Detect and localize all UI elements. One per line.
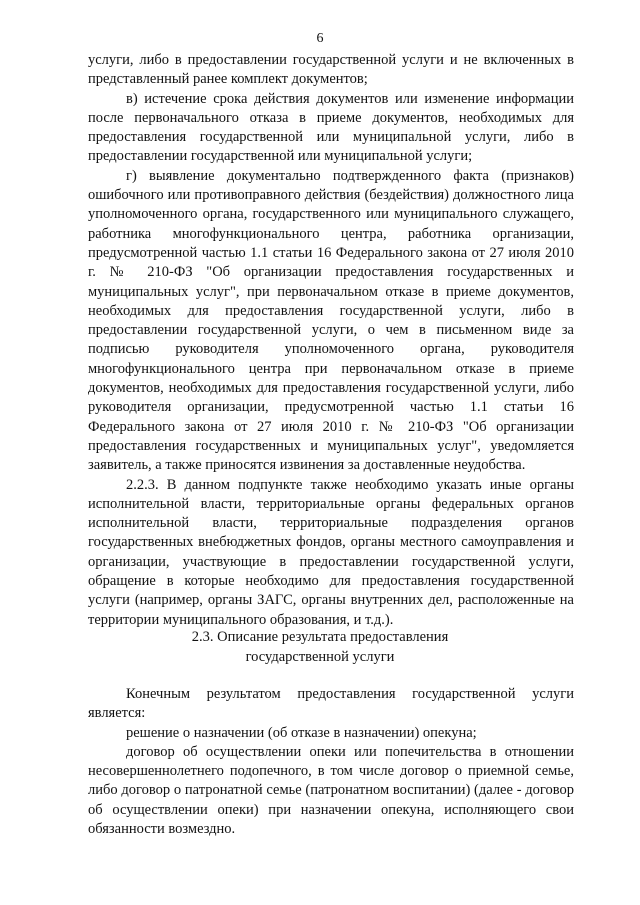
document-body bbox=[88, 51, 574, 630]
result-item: договор об осуществлении опеки или попечительства в отношении несовершеннолетнего подопечного, в том числе договор о приемной семье, либо договор о патронатной семье (патронатном воспитании) (далее - договор об осуществлении опеки) при назначении опекуна, исполняющего свои обязанности возмездно. bbox=[88, 743, 574, 838]
section-heading bbox=[0, 627, 640, 667]
paragraph-2-2-3: 2.2.3. В данном подпункте также необходимо указать иные органы исполнительной власти, территориальные органы федеральных органов исполнительной власти, территориальные подразделения органов государственных внебюджетных фондов, органы местного самоуправления и организации, участвующие в предоставлении государственной услуги, обращение в которые необходимо для предоставления государственной услуги (например, органы ЗАГС, органы внутренних дел, расположенные на территории муниципального образования, и т.д.). bbox=[88, 476, 574, 628]
section-heading-line1: 2.3. Описание результата предоставления bbox=[191, 629, 449, 645]
paragraph-continuation: услуги, либо в предоставлении государственной услуги и не включенных в представленный ранее комплект документов; bbox=[88, 52, 574, 88]
result-item: решение о назначении (об отказе в назначении) опекуна; bbox=[126, 724, 477, 741]
paragraph-item-v: в) истечение срока действия документов или изменение информации после первоначального отказа в приеме документов, необходимых для предоставления государственной или муниципальной услуги, либо в предоставлении государственной или муниципальной услуги; bbox=[88, 90, 574, 165]
page-number: 6 bbox=[316, 31, 324, 46]
result-intro: Конечным результатом предоставления государственной услуги является: bbox=[88, 686, 574, 722]
paragraph-item-g: г) выявление документально подтвержденного факта (признаков) ошибочного или противоправного действия (бездействия) должностного лица уполномоченного органа, государственного или муниципального служащего, работника многофункционального центра, работника организации, предусмотренной частью 1.1 статьи 16 Федерального закона от 27 июля 2010 г. № 210-ФЗ "Об организации предоставления государственных и муниципальных услуг", при первоначальном отказе в приеме документов, необходимых для предоставления государственной услуги, либо в предоставлении государственной услуги, о чем в письменном виде за подписью руководителя уполномоченного органа, руководителя многофункционального центра при первоначальном отказе в приеме документов, необходимых для предоставления государственной услуги, либо руководителя организации, предусмотренной частью 1.1 статьи 16 Федерального закона от 27 июля 2010 г. № 210-ФЗ "Об организации предоставления государственных и муниципальных услуг", уведомляется заявитель, а также приносятся извинения за доставленные неудобства. bbox=[88, 167, 574, 474]
section-heading-line2: государственной услуги bbox=[245, 649, 395, 665]
result-section bbox=[88, 685, 574, 839]
